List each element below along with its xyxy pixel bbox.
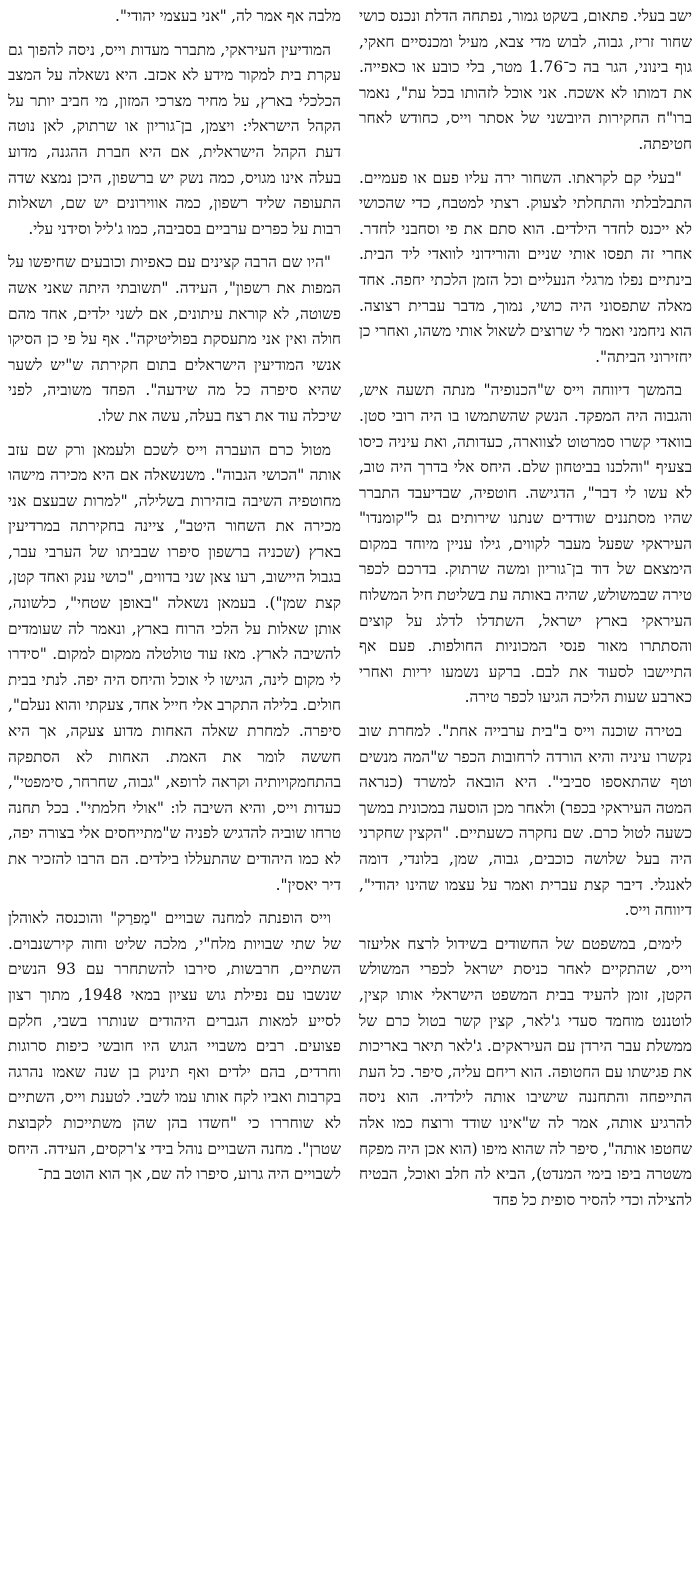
paragraph: ישב בעלי. פתאום, בשקט גמור, נפתחה הדלת ונכנס כושי שחור זריז, גבוה, לבוש מדי צבא, מעיל ומכנסיים חאקי, גוף בינוני, הגר בה כ־1.76 מטר, בלי כובע או כאפייה. את דמותו לא אשכח. אני אוכל לזהותו בכל עת", נאמר ברו"ח החקירות היובשני של אסתר וייס, כחודש לאחר חטיפתה. — [359, 7, 692, 153]
paragraph: בטירה שוכנה וייס ב"בית ערבייה אחת". למחרת שוב נקשרו עיניה והיא הורדה לרחובות הכפר ש"המה מנשים וטף שהתאספו סביבי". היא הובאה למשרד (כנראה המטה העיראקי בכפר) ולאחר מכן הוסעה במכונית במשך כשעה לטול כרם. שם נחקרה כשעתיים. "הקצין שחקרני היה בעל שלושה כוכבים, גבוה, שמן, בלונדי, דומה לאנגלי. דיבר קצת עברית ואמר על עצמו שהינו יהודי", דיווחה וייס. — [359, 722, 692, 920]
paragraph: מלבה אף אמר לה, "אני בעצמי יהודי". — [115, 7, 341, 25]
paragraph: המודיעין העיראקי, מתברר מעדות וייס, ניסה להפוך גם עקרת בית למקור מידע לא אכזב. היא נשאלה על המצב הכלכלי בארץ, על מחיר מצרכי המזון, מי חביב יותר על הקהל הישראלי: ויצמן, בן־גוריון או שרתוק, לאן נוטה דעת הקהל הישראלית, אם היא חברת ההגנה, מדוע בעלה אינו מגויס, כמה נשק יש ברשפון, היכן נמצא שדה התעופה שליד רשפון, כמה אווירונים יש שם, ושאלות רבות על כפרים ערביים בסביבה, כמו ג'ליל וסידני עלי. — [8, 40, 341, 238]
paragraph: מטול כרם הועברה וייס לשכם ולעמאן ורק שם עזב אותה "הכושי הגבוה". משנשאלה אם היא מכירה מישהו מחוטפיה השיבה בזהירות בשלילה, "למרות שבעצם אני מכירה את השחור היטב", ציינה בחקירתה במרדיעין בארץ (שכניה ברשפון סיפרו שבביתו של הערבי עבר, בגבול היישוב, רעו צאן שני בדווים, "כושי ענק ואחד קטן, קצת שמן"). בעמאן נשאלה "באופן שטחי", כלשונה, אותן שאלות על הלכי הרוח בארץ, ונאמר לה שעומדים להשיבה לארץ. מאז עוד טולטלה ממקום למקום. "סידרו לי מקום לינה, הגישו לי אוכל והיחס היה יפה. לנתי בבית חולים. בלילה התקרב אלי חייל אחד, צעקתי והוא נעלם", סיפרה. למחרת שאלה האחות מדוע צעקה, אך היא חששה לומר את האמת. האחות לא הסתפקה בהתחמקויותיה וקראה לרופא, "גבוה, שחרחר, סימפטי", כעדות וייס, והיא השיבה לו: "אולי חלמתי". בכל תחנה טרחו שוביה להדגיש לפניה ש"מתייחסים אלי בצורה יפה, לא כמו היהודים שהתעללו בילדים. הם הרבו להזכיר את דיר יאסין". — [8, 440, 341, 894]
column-right — [359, 4, 692, 1576]
paragraph: "בעלי קם לקראתו. השחור ירה עליו פעם או פעמיים. התבלבלתי והתחלתי לצעוק. רצתי למטבח, כדי שהכושי לא ייכנס לחדר הילדים. הוא סתם את פי וסחבני לחדר. אחרי זה תפסו אותי שניים והורידוני לוואדי ליד הבית. בינתיים נפלו מרגלי הנעליים וכל הזמן הלכתי יחפה. אחד מאלה שתפסוני היה כושי, נמוך, מדבר עברית רצוצה. הוא ניחמני ואמר לי שרוצים לשאול אותי משהו, ואחרי כן יחזירוני הביתה". — [359, 168, 692, 366]
paragraph: לימים, במשפטם של החשודים בשידול לרצח אליעזר וייס, שהתקיים לאחר כניסת ישראל לכפרי המשולש הקטן, זומן להעיד בבית המשפט הישראלי אותו קצין, לוטננט מוחמד סעדי ג'לאר, קצין קשר בטול כרם של ממשלת עבר הירדן עם העיראקים. ג'לאר תיאר באריכות את פגישתו עם החטופה. הוא ריחם עליה, סיפר. כל העת התייפחה והתחננה שישיבו אותה לילדיה. הוא ניסה להרגיע אותה, אמר לה ש"אינו שודד ורוצח כמו אלה שחטפו אותה", סיפר לה שהוא מיפו (הוא אכן היה מפקח משטרה ביפו בימי המנדט), הביא לה חלב ואוכל, הבטיח להצילה וכדי להסיר סופית כל פחד — [359, 934, 692, 1209]
paragraph: בהמשך דיווחה וייס ש"הכנופיה" מנתה תשעה איש, והגבוה היה המפקד. הנשק שהשתמשו בו היה רובי סטן. בוואדי קשרו סמרטוט לצווארה, כעדותה, ואת עיניה כיסו בצעיף "והלכנו בביטחון שלם. היחס אלי בדרך היה טוב, לא עשו לי דבר", הדגישה. חוטפיה, שבדיעבד התברר שהיו מסתננים שודדים שנתנו שירותים גם ל"קומנדו" העיראקי שפעל מעבר לקווים, גילו עניין מיוחד במקום הימצאם של דוד בן־גוריון ומשה שרתוק. בדרכם לכפר טירה שבמשולש, שהיה באותה עת בשליטת חיל המשלוח העיראקי בארץ ישראל, השתדלו לדלג על קוצים והסתתרו מאור פנסי המכוניות החולפות. פעם אף התיישבו לסעוד את לבם. ברקע נשמעו יריות ואחרי כארבע שעות הליכה הגיעו לכפר טירה. — [359, 381, 692, 707]
paragraph: "היו שם הרבה קצינים עם כאפיות וכובעים שחיפשו על המפות את רשפון", העידה. "תשובתי היתה שאני אשה פשוטה, לא קוראת עיתונים, אם לשני ילדים, אחד מהם חולה ואין אני מתעסקת בפוליטיקה". אף על פי כן הסיקו אנשי המודיעין הישראלים בתום חקירתה ש"יש לשער שהיא סיפרה כל מה שידעה". הפחד משוביה, לפני שיכלה עוד את רצח בעלה, עשה את שלו. — [8, 253, 341, 425]
paragraph: וייס הופנתה למחנה שבויים "מַפרַק" והוכנסה לאוהלן של שתי שבויות מלח"י, מלכה שליט וחוה קירשנבוים. השתיים, חרבשות, סירבו להשתחרר עם 93 הנשים שנשבו עם נפילת גוש עציון במאי 1948, מתוך רצון לסייע למאות הגברים היהודים שנותרו בשבי, חלקם פצועים. רבים משבויי הגוש היו חובשי כיפות סרוגות וחרדים, בהם ילדים ואף תינוק בן שנה שאמו נהרגה בקרבות ואביו לקח אותו עמו לשבי. לטענת וייס, השתיים לא שוחררו כי "חשדו בהן שהן משתייכות לקבוצת שטרן". מחנה השבויים נוהל בידי צ'רקסים, העידה. היחס לשבויים היה גרוע, סיפרו לה שם, אך הוא הוטב בת־ — [8, 909, 341, 1184]
column-left — [8, 4, 341, 1576]
